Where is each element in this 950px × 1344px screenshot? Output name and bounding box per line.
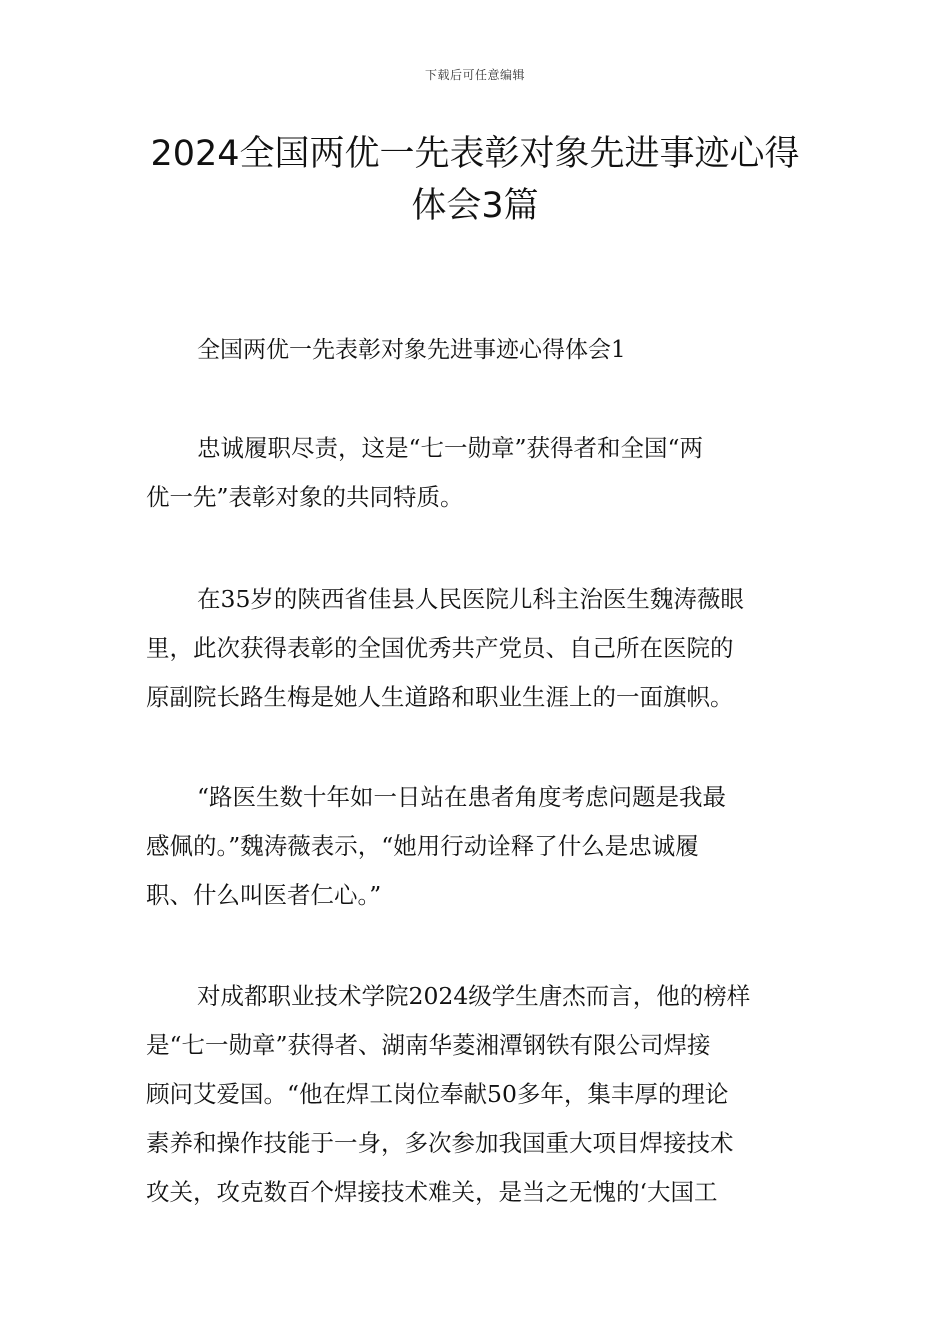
paragraph-line: 在35岁的陕西省佳县人民医院儿科主治医生魏涛薇眼: [197, 585, 744, 613]
paragraph-line: 攻关，攻克数百个焊接技术难关，是当之无愧的‘大国工: [146, 1178, 718, 1206]
document-title-line-1: 2024全国两优一先表彰对象先进事迹心得: [150, 134, 800, 174]
paragraph-line: 顾问艾爱国。“他在焊工岗位奉献50多年，集丰厚的理论: [146, 1080, 729, 1108]
paragraph-1: [146, 424, 814, 522]
document-title: [140, 128, 810, 232]
paragraph-line: 优一先”表彰对象的共同特质。: [146, 483, 464, 511]
paragraph-line: “路医生数十年如一日站在患者角度考虑问题是我最: [197, 783, 727, 811]
paragraph-line: 素养和操作技能于一身，多次参加我国重大项目焊接技术: [146, 1129, 734, 1157]
paragraph-3: [146, 773, 814, 920]
document-title-line-2: 体会3篇: [411, 186, 539, 226]
paragraph-line: 里，此次获得表彰的全国优秀共产党员、自己所在医院的: [146, 634, 734, 662]
paragraph-line: 职、什么叫医者仁心。”: [146, 881, 382, 909]
section-heading: 全国两优一先表彰对象先进事迹心得体会1: [197, 337, 626, 363]
paragraph-line: 忠诚履职尽责，这是“七一勋章”获得者和全国“两: [197, 434, 704, 462]
paragraph-line: 是“七一勋章”获得者、湖南华菱湘潭钢铁有限公司焊接: [146, 1031, 711, 1059]
paragraph-2: [146, 575, 814, 722]
header-note: 下载后可任意编辑: [424, 68, 525, 82]
paragraph-line: 对成都职业技术学院2024级学生唐杰而言，他的榜样: [197, 982, 751, 1010]
paragraph-4: [146, 972, 814, 1217]
paragraph-line: 感佩的。”魏涛薇表示，“她用行动诠释了什么是忠诚履: [146, 832, 699, 860]
paragraph-line: 原副院长路生梅是她人生道路和职业生涯上的一面旗帜。: [146, 683, 734, 711]
